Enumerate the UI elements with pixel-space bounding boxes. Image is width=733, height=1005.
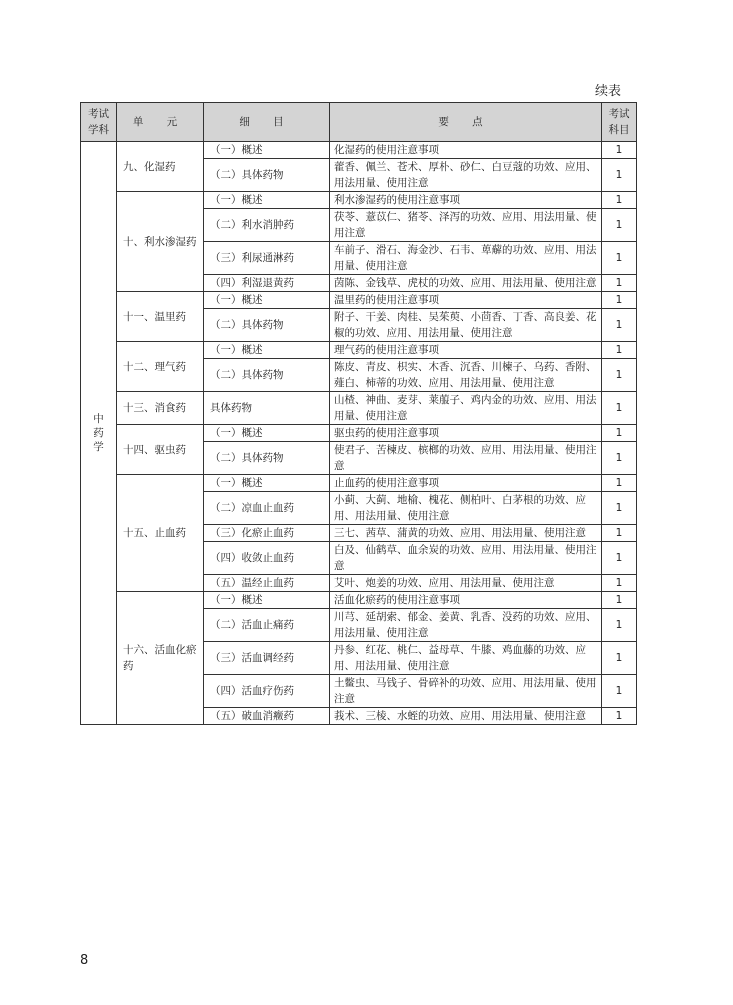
item-cell: （四）利湿退黄药 bbox=[204, 275, 330, 292]
credit-cell: 1 bbox=[602, 609, 637, 642]
header-unit: 单 元 bbox=[117, 103, 204, 142]
item-cell: （三）化瘀止血药 bbox=[204, 525, 330, 542]
point-cell: 丹参、红花、桃仁、益母草、牛膝、鸡血藤的功效、应用、用法用量、使用注意 bbox=[330, 642, 602, 675]
credit-cell: 1 bbox=[602, 492, 637, 525]
item-cell: （二）凉血止血药 bbox=[204, 492, 330, 525]
point-cell: 茵陈、金钱草、虎杖的功效、应用、用法用量、使用注意 bbox=[330, 275, 602, 292]
item-cell: （四）收敛止血药 bbox=[204, 542, 330, 575]
syllabus-table bbox=[80, 102, 637, 725]
credit-cell: 1 bbox=[602, 542, 637, 575]
credit-cell: 1 bbox=[602, 442, 637, 475]
item-cell: （一）概述 bbox=[204, 342, 330, 359]
unit-cell: 十六、活血化瘀药 bbox=[117, 592, 204, 725]
header-subject: 考试学科 bbox=[81, 103, 117, 142]
subject-label: 中药学 bbox=[93, 412, 104, 453]
item-cell: （五）破血消癥药 bbox=[204, 708, 330, 725]
credit-cell: 1 bbox=[602, 708, 637, 725]
credit-cell: 1 bbox=[602, 359, 637, 392]
unit-cell: 十一、温里药 bbox=[117, 292, 204, 342]
item-cell: （一）概述 bbox=[204, 292, 330, 309]
header-credit: 考试科目 bbox=[602, 103, 637, 142]
item-cell: （二）利水消肿药 bbox=[204, 209, 330, 242]
credit-cell: 1 bbox=[602, 159, 637, 192]
point-cell: 利水渗湿药的使用注意事项 bbox=[330, 192, 602, 209]
unit-cell: 十五、止血药 bbox=[117, 475, 204, 592]
table-row bbox=[81, 425, 637, 442]
item-cell: （三）活血调经药 bbox=[204, 642, 330, 675]
credit-cell: 1 bbox=[602, 142, 637, 159]
point-cell: 化湿药的使用注意事项 bbox=[330, 142, 602, 159]
header-item: 细 目 bbox=[204, 103, 330, 142]
point-cell: 藿香、佩兰、苍术、厚朴、砂仁、白豆蔻的功效、应用、用法用量、使用注意 bbox=[330, 159, 602, 192]
unit-cell: 十二、理气药 bbox=[117, 342, 204, 392]
unit-cell: 十、利水渗湿药 bbox=[117, 192, 204, 292]
point-cell: 止血药的使用注意事项 bbox=[330, 475, 602, 492]
point-cell: 车前子、滑石、海金沙、石韦、萆薢的功效、应用、用法用量、使用注意 bbox=[330, 242, 602, 275]
table-row bbox=[81, 392, 637, 425]
table-row bbox=[81, 342, 637, 359]
credit-cell: 1 bbox=[602, 642, 637, 675]
point-cell: 莪术、三棱、水蛭的功效、应用、用法用量、使用注意 bbox=[330, 708, 602, 725]
page-number: 8 bbox=[80, 953, 89, 968]
continued-label: 续表 bbox=[594, 84, 621, 99]
item-cell: （一）概述 bbox=[204, 592, 330, 609]
point-cell: 白及、仙鹤草、血余炭的功效、应用、用法用量、使用注意 bbox=[330, 542, 602, 575]
item-cell: （一）概述 bbox=[204, 425, 330, 442]
point-cell: 附子、干姜、肉桂、吴茱萸、小茴香、丁香、高良姜、花椒的功效、应用、用法用量、使用注意 bbox=[330, 309, 602, 342]
unit-cell: 十四、驱虫药 bbox=[117, 425, 204, 475]
point-cell: 土鳖虫、马钱子、骨碎补的功效、应用、用法用量、使用注意 bbox=[330, 675, 602, 708]
point-cell: 三七、茜草、蒲黄的功效、应用、用法用量、使用注意 bbox=[330, 525, 602, 542]
item-cell: （二）具体药物 bbox=[204, 442, 330, 475]
credit-cell: 1 bbox=[602, 392, 637, 425]
point-cell: 山楂、神曲、麦芽、莱菔子、鸡内金的功效、应用、用法用量、使用注意 bbox=[330, 392, 602, 425]
point-cell: 陈皮、青皮、枳实、木香、沉香、川楝子、乌药、香附、薤白、柿蒂的功效、应用、用法用量、使用注意 bbox=[330, 359, 602, 392]
table-row bbox=[81, 142, 637, 159]
point-cell: 理气药的使用注意事项 bbox=[330, 342, 602, 359]
table-row bbox=[81, 292, 637, 309]
credit-cell: 1 bbox=[602, 342, 637, 359]
item-cell: （二）活血止痛药 bbox=[204, 609, 330, 642]
point-cell: 艾叶、炮姜的功效、应用、用法用量、使用注意 bbox=[330, 575, 602, 592]
credit-cell: 1 bbox=[602, 309, 637, 342]
credit-cell: 1 bbox=[602, 525, 637, 542]
table-row bbox=[81, 592, 637, 609]
point-cell: 驱虫药的使用注意事项 bbox=[330, 425, 602, 442]
unit-cell: 十三、消食药 bbox=[117, 392, 204, 425]
subject-cell bbox=[81, 142, 117, 725]
credit-cell: 1 bbox=[602, 425, 637, 442]
credit-cell: 1 bbox=[602, 209, 637, 242]
credit-cell: 1 bbox=[602, 592, 637, 609]
header-point: 要 点 bbox=[330, 103, 602, 142]
unit-cell: 九、化湿药 bbox=[117, 142, 204, 192]
item-cell: 具体药物 bbox=[204, 392, 330, 425]
item-cell: （二）具体药物 bbox=[204, 359, 330, 392]
credit-cell: 1 bbox=[602, 275, 637, 292]
table-body bbox=[81, 142, 637, 725]
item-cell: （一）概述 bbox=[204, 142, 330, 159]
point-cell: 活血化瘀药的使用注意事项 bbox=[330, 592, 602, 609]
table-row bbox=[81, 475, 637, 492]
credit-cell: 1 bbox=[602, 675, 637, 708]
credit-cell: 1 bbox=[602, 192, 637, 209]
point-cell: 小蓟、大蓟、地榆、槐花、侧柏叶、白茅根的功效、应用、用法用量、使用注意 bbox=[330, 492, 602, 525]
item-cell: （一）概述 bbox=[204, 192, 330, 209]
credit-cell: 1 bbox=[602, 475, 637, 492]
point-cell: 茯苓、薏苡仁、猪苓、泽泻的功效、应用、用法用量、使用注意 bbox=[330, 209, 602, 242]
item-cell: （三）利尿通淋药 bbox=[204, 242, 330, 275]
item-cell: （五）温经止血药 bbox=[204, 575, 330, 592]
header-row bbox=[81, 103, 637, 142]
table-header bbox=[81, 103, 637, 142]
point-cell: 川芎、延胡索、郁金、姜黄、乳香、没药的功效、应用、用法用量、使用注意 bbox=[330, 609, 602, 642]
item-cell: （一）概述 bbox=[204, 475, 330, 492]
credit-cell: 1 bbox=[602, 575, 637, 592]
credit-cell: 1 bbox=[602, 242, 637, 275]
credit-cell: 1 bbox=[602, 292, 637, 309]
point-cell: 温里药的使用注意事项 bbox=[330, 292, 602, 309]
item-cell: （二）具体药物 bbox=[204, 309, 330, 342]
point-cell: 使君子、苦楝皮、槟榔的功效、应用、用法用量、使用注意 bbox=[330, 442, 602, 475]
table-row bbox=[81, 192, 637, 209]
item-cell: （二）具体药物 bbox=[204, 159, 330, 192]
item-cell: （四）活血疗伤药 bbox=[204, 675, 330, 708]
